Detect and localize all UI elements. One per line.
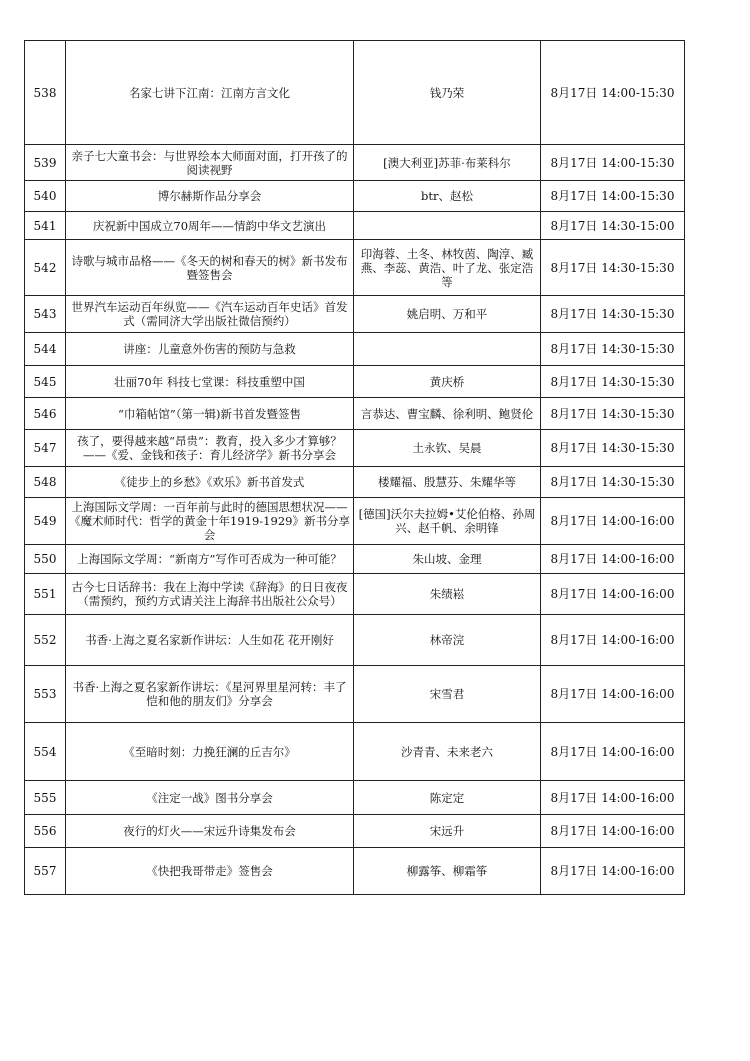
- event-time: 8月17日 14:30-15:30: [541, 240, 685, 296]
- event-time: 8月17日 14:30-15:30: [541, 333, 685, 366]
- event-time: 8月17日 14:00-16:00: [541, 574, 685, 615]
- table-row: [25, 430, 685, 467]
- row-number: 540: [25, 181, 66, 212]
- event-title: 世界汽车运动百年纵览——《汽车运动百年史话》首发式（需同济大学出版社微信预约）: [66, 296, 354, 333]
- row-number: 557: [25, 848, 66, 895]
- event-time: 8月17日 14:30-15:00: [541, 212, 685, 240]
- speakers: 沙青青、未来老六: [354, 723, 541, 781]
- event-title: 书香·上海之夏名家新作讲坛：《星河界里星河转：丰了恺和他的朋友们》分享会: [66, 666, 354, 723]
- event-title: 孩了，要得越来越“昂贵”：教育，投入多少才算够？——《爱、金钱和孩子：育儿经济学》新书分享会: [66, 430, 354, 467]
- row-number: 546: [25, 398, 66, 430]
- speakers: 言恭达、曹宝麟、徐利明、鲍贤伦: [354, 398, 541, 430]
- speakers: [354, 333, 541, 366]
- event-title: 讲座：儿童意外伤害的预防与急救: [66, 333, 354, 366]
- event-time: 8月17日 14:00-16:00: [541, 815, 685, 848]
- event-time: 8月17日 14:30-15:30: [541, 398, 685, 430]
- speakers: 宋远升: [354, 815, 541, 848]
- speakers: 林帝浣: [354, 615, 541, 666]
- speakers: 印海蓉、土冬、林牧茵、陶淳、臧燕、李蕊、黄浩、叶了龙、张定浩等: [354, 240, 541, 296]
- event-title: 博尔赫斯作品分享会: [66, 181, 354, 212]
- table-row: [25, 41, 685, 145]
- table-row: [25, 240, 685, 296]
- event-title: 《至暗时刻：力挽狂澜的丘吉尔》: [66, 723, 354, 781]
- row-number: 538: [25, 41, 66, 145]
- speakers: btr、赵松: [354, 181, 541, 212]
- event-time: 8月17日 14:30-15:30: [541, 430, 685, 467]
- row-number: 549: [25, 498, 66, 545]
- row-number: 553: [25, 666, 66, 723]
- table-row: [25, 366, 685, 398]
- event-time: 8月17日 14:00-15:30: [541, 181, 685, 212]
- event-title: 《徒步上的乡愁》《欢乐》新书首发式: [66, 467, 354, 498]
- event-time: 8月17日 14:00-15:30: [541, 145, 685, 181]
- table-row: [25, 498, 685, 545]
- speakers: 楼耀福、殷慧芬、朱耀华等: [354, 467, 541, 498]
- row-number: 544: [25, 333, 66, 366]
- event-time: 8月17日 14:00-16:00: [541, 545, 685, 574]
- event-title: 诗歌与城市品格——《冬天的树和春天的树》新书发布暨签售会: [66, 240, 354, 296]
- event-title: 名家七讲下江南：江南方言文化: [66, 41, 354, 145]
- event-time: 8月17日 14:00-16:00: [541, 723, 685, 781]
- speakers: 柳露筝、柳霜筝: [354, 848, 541, 895]
- event-time: 8月17日 14:30-15:30: [541, 366, 685, 398]
- event-title: 壮丽70年 科技七堂课：科技重塑中国: [66, 366, 354, 398]
- schedule-body: [25, 41, 685, 895]
- speakers: 土永钦、吴晨: [354, 430, 541, 467]
- event-title: 《快把我哥带走》签售会: [66, 848, 354, 895]
- speakers: 朱山坡、金理: [354, 545, 541, 574]
- event-title: 古今七日话辞书：我在上海中学读《辞海》的日日夜夜（需预约，预约方式请关注上海辞书出版社公众号）: [66, 574, 354, 615]
- speakers: [德国]沃尔夫拉姆•艾伦伯格、孙周兴、赵千帆、余明锋: [354, 498, 541, 545]
- table-row: [25, 574, 685, 615]
- event-time: 8月17日 14:30-15:30: [541, 467, 685, 498]
- event-title: 书香·上海之夏名家新作讲坛：人生如花 花开刚好: [66, 615, 354, 666]
- table-row: [25, 615, 685, 666]
- speakers: 姚启明、万和平: [354, 296, 541, 333]
- speakers: 朱绩崧: [354, 574, 541, 615]
- table-row: [25, 467, 685, 498]
- row-number: 556: [25, 815, 66, 848]
- table-row: [25, 723, 685, 781]
- table-row: [25, 145, 685, 181]
- event-time: 8月17日 14:00-16:00: [541, 781, 685, 815]
- speakers: 陈定定: [354, 781, 541, 815]
- row-number: 552: [25, 615, 66, 666]
- table-row: [25, 296, 685, 333]
- event-title: 亲子七大童书会：与世界绘本大师面对面，打开孩了的阅读视野: [66, 145, 354, 181]
- table-row: [25, 212, 685, 240]
- schedule-table: [24, 40, 685, 895]
- event-title: 庆祝新中国成立70周年——情韵中华文艺演出: [66, 212, 354, 240]
- table-row: [25, 398, 685, 430]
- event-time: 8月17日 14:00-16:00: [541, 498, 685, 545]
- event-title: 夜行的灯火——宋远升诗集发布会: [66, 815, 354, 848]
- table-row: [25, 181, 685, 212]
- speakers: [澳大利亚]苏菲·布莱科尔: [354, 145, 541, 181]
- event-time: 8月17日 14:00-16:00: [541, 848, 685, 895]
- speakers: 钱乃荣: [354, 41, 541, 145]
- table-row: [25, 545, 685, 574]
- row-number: 542: [25, 240, 66, 296]
- row-number: 543: [25, 296, 66, 333]
- row-number: 555: [25, 781, 66, 815]
- row-number: 550: [25, 545, 66, 574]
- event-title: “巾箱帖馆”（第一辑)新书首发暨签售: [66, 398, 354, 430]
- row-number: 541: [25, 212, 66, 240]
- table-row: [25, 815, 685, 848]
- event-title: 上海国际文学周：一百年前与此时的德国思想状况——《魔术师时代：哲学的黄金十年1919-1929》新书分享会: [66, 498, 354, 545]
- speakers: [354, 212, 541, 240]
- event-time: 8月17日 14:30-15:30: [541, 296, 685, 333]
- event-time: 8月17日 14:00-16:00: [541, 666, 685, 723]
- table-row: [25, 781, 685, 815]
- event-time: 8月17日 14:00-15:30: [541, 41, 685, 145]
- row-number: 545: [25, 366, 66, 398]
- table-row: [25, 848, 685, 895]
- row-number: 551: [25, 574, 66, 615]
- event-time: 8月17日 14:00-16:00: [541, 615, 685, 666]
- speakers: 宋雪君: [354, 666, 541, 723]
- row-number: 539: [25, 145, 66, 181]
- row-number: 547: [25, 430, 66, 467]
- row-number: 548: [25, 467, 66, 498]
- event-title: 上海国际文学周：“新南方”写作可否成为一种可能？: [66, 545, 354, 574]
- speakers: 黄庆桥: [354, 366, 541, 398]
- table-row: [25, 333, 685, 366]
- table-row: [25, 666, 685, 723]
- event-title: 《注定一战》图书分享会: [66, 781, 354, 815]
- row-number: 554: [25, 723, 66, 781]
